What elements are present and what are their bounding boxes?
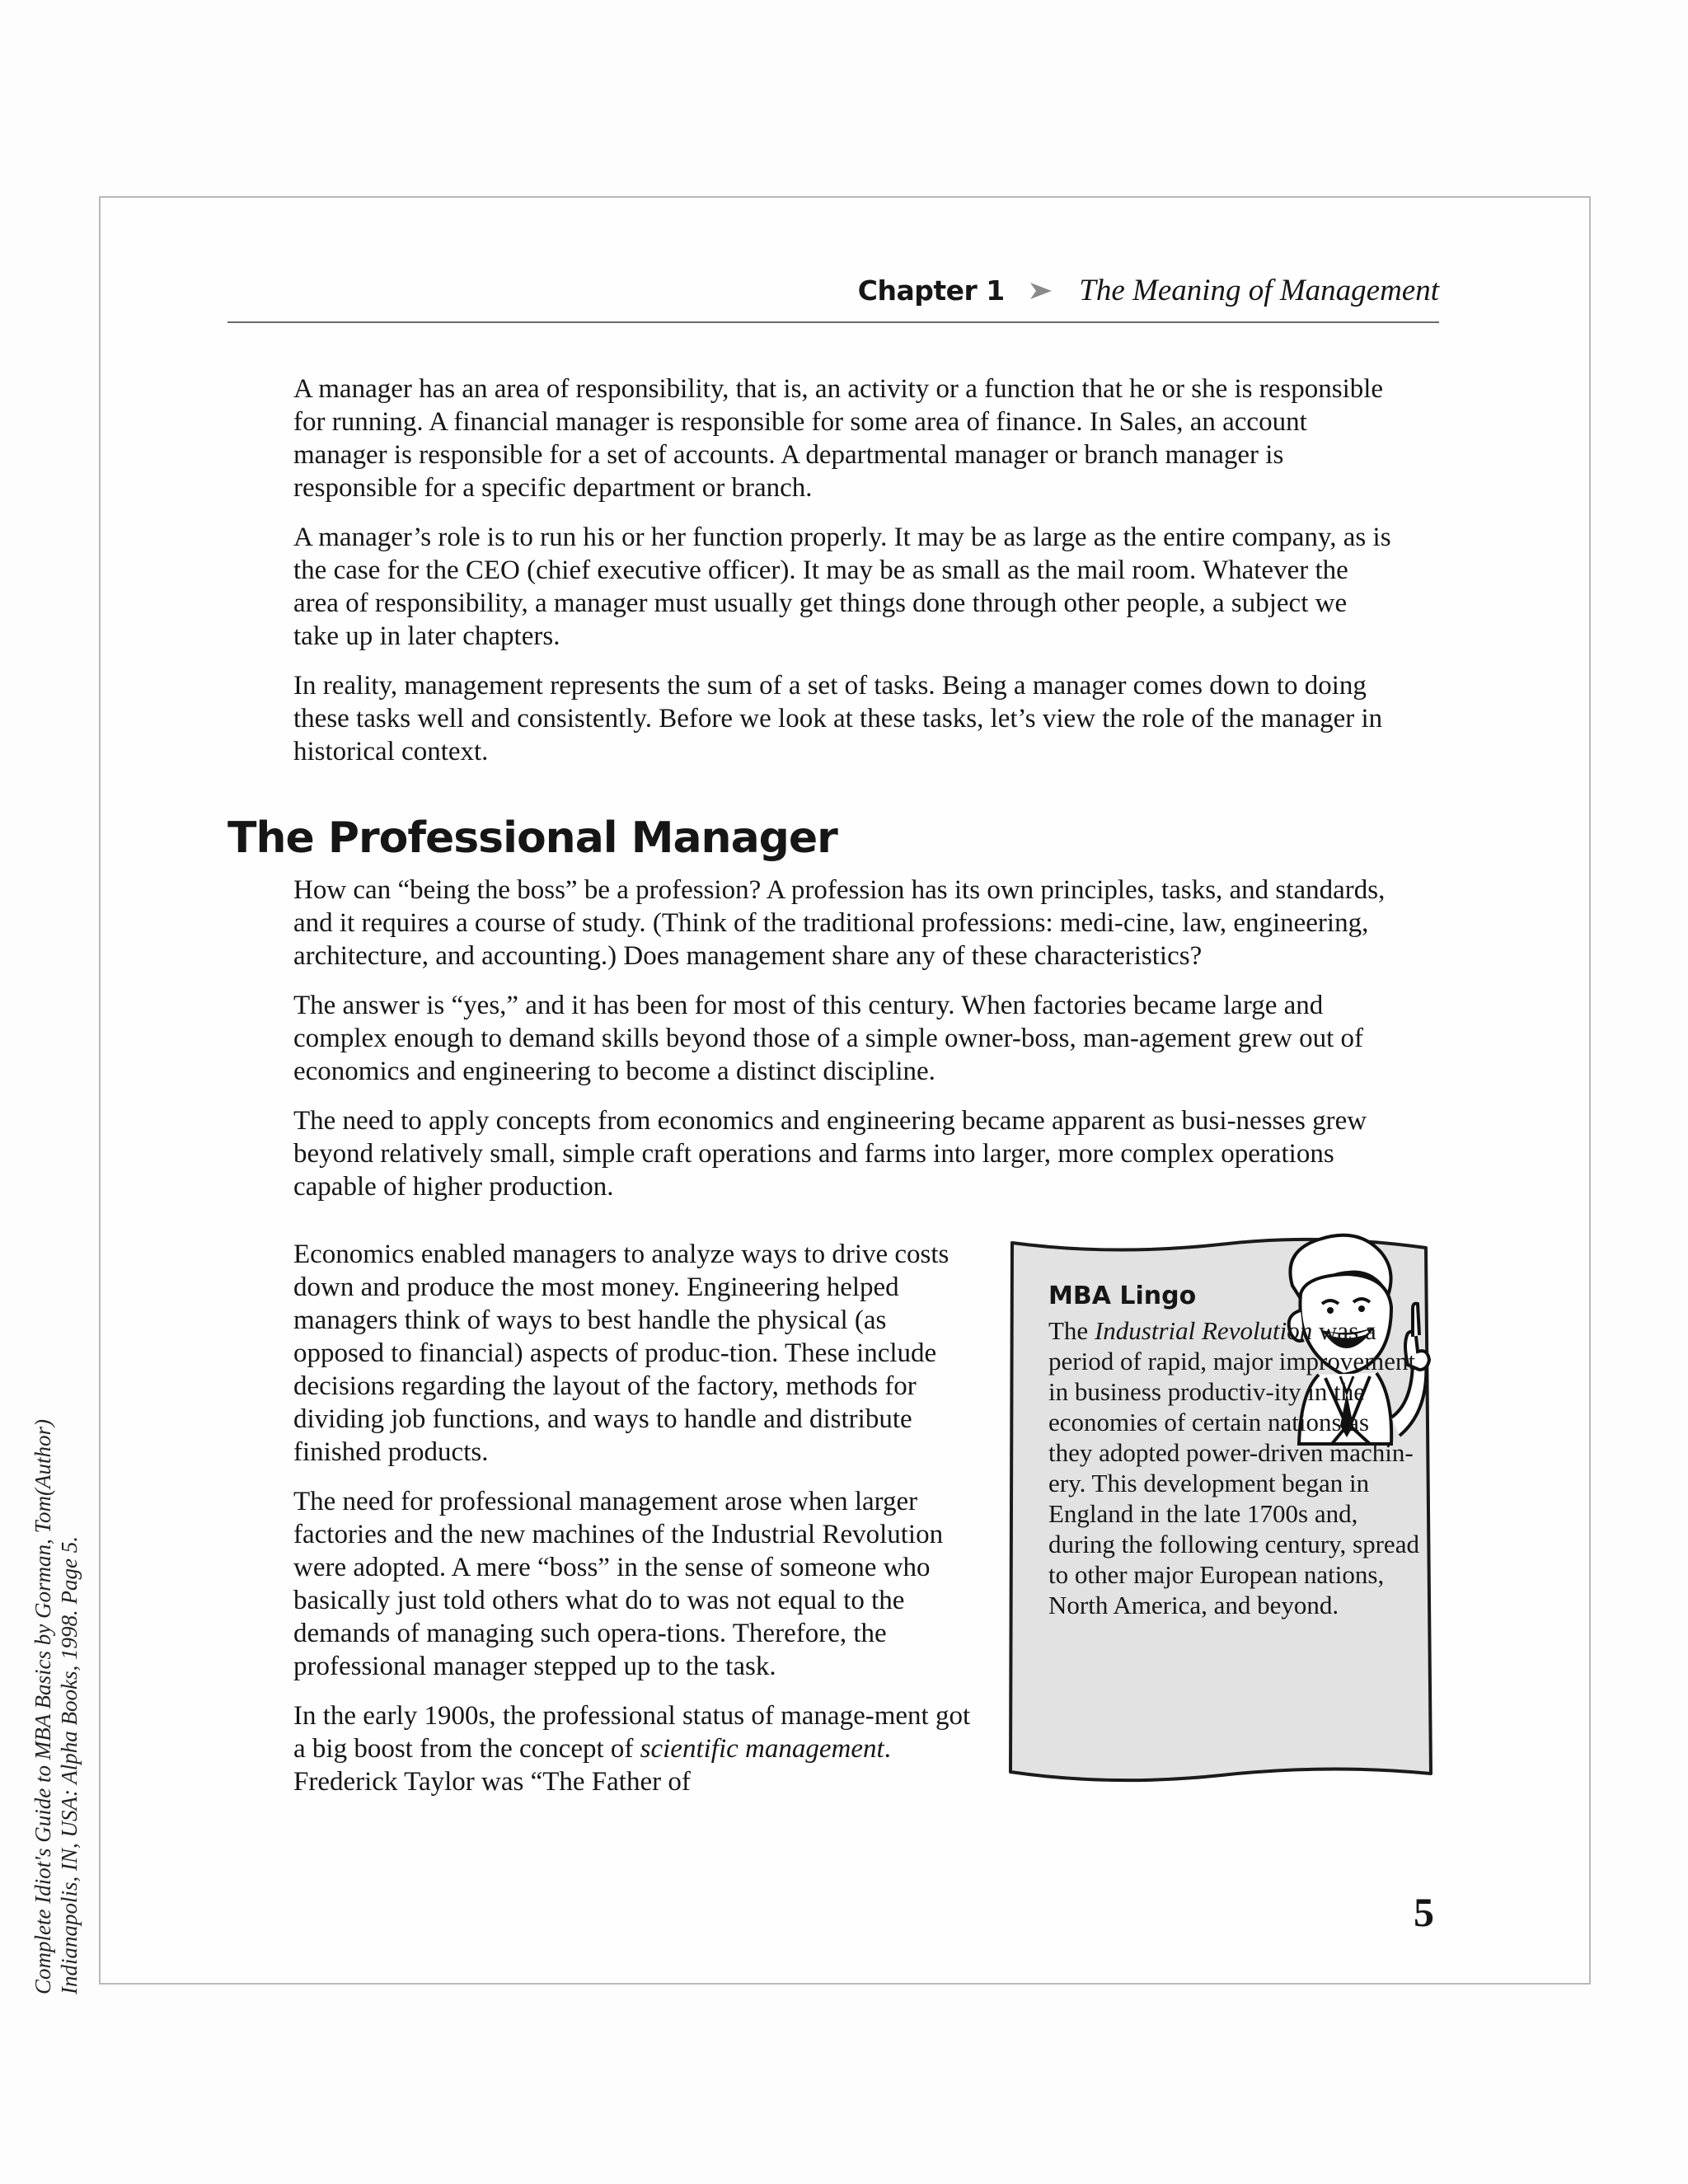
sidebar-title: MBA Lingo	[1048, 1282, 1197, 1310]
section-paragraph: The need to apply concepts from economics and engineering became apparent as busi-nesses grew beyond relatively small, simple craft operations and farms into larger, more complex operations capable of higher production.	[293, 1106, 1367, 1202]
body-paragraph: The need for professional management arose when larger factories and the new machines of the Industrial Revolution were adopted. A mere “boss” in the sense of someone who basically just told others what do to was not equal to the demands of managing such opera-tions. Therefore, the professional manager stepped up to the task.	[293, 1487, 944, 1681]
sidebar-definition	[1048, 1315, 1419, 1620]
chapter-title: The Meaning of Management	[1079, 274, 1439, 307]
citation-line: Complete Idiot's Guide to MBA Basics by Gorman, Tom(Author)	[30, 1419, 55, 1994]
sidebar-term: Industrial Revolution	[1094, 1316, 1313, 1345]
sidebar-content	[1048, 1279, 1419, 1620]
paragraph-text: In the early 1900s, the professional status of manage-ment got a big boost from the concept of	[293, 1701, 971, 1764]
running-head	[227, 265, 1439, 323]
intro-paragraph: In reality, management represents the sum of a set of tasks. Being a manager comes down to doing these tasks well and consistently. Before we look at these tasks, let’s view the role of the manager in historical context.	[293, 671, 1383, 766]
section-heading: The Professional Manager	[227, 813, 837, 863]
sidebar-body: was a period of rapid, major improvement in business productiv-ity in the economies of certain nations as they adopted power-driven machin-ery. This development began in England in the late 1700s and, during the following century, spread to other major European nations, North America, and beyond.	[1048, 1316, 1419, 1619]
citation-line: Indianapolis, IN, USA: Alpha Books, 1998. Page 5.	[57, 1536, 82, 1994]
mba-lingo-sidebar	[1006, 1228, 1434, 1788]
intro-paragraph: A manager has an area of responsibility, that is, an activity or a function that he or she is responsible for running. A financial manager is responsible for some area of finance. In Sales, an account manager is responsible for a set of accounts. A departmental manager or branch manager is responsible for a specific department or branch.	[293, 374, 1384, 503]
section-paragraph: How can “being the boss” be a profession? A profession has its own principles, tasks, and standards, and it requires a course of study. (Think of the traditional professions: medi-cine, law, engineering, architecture, and accounting.) Does management share any of these characteristics?	[293, 875, 1386, 971]
body-paragraph: Economics enabled managers to analyze ways to drive costs down and produce the most money. Engineering helped managers think of ways to best handle the physical (as opposed to financial) aspects of produc-tion. These include decisions regarding the layout of the factory, methods for dividing job functions, and ways to handle and distribute finished products.	[293, 1240, 950, 1467]
section-paragraph: The answer is “yes,” and it has been for most of this century. When factories became large and complex enough to demand skills beyond those of a simple owner-boss, man-agement grew out of economics and engineering to become a distinct discipline.	[293, 991, 1363, 1086]
chapter-label: Chapter 1	[857, 274, 1005, 307]
page-number: 5	[1414, 1889, 1434, 1935]
intro-paragraph: A manager’s role is to run his or her function properly. It may be as large as the entire company, as is the case for the CEO (chief executive officer). It may be as small as the mail room. Whatever the area of responsibility, a manager must usually get things done through other people, a subject we take up in later chapters.	[293, 523, 1391, 651]
source-citation	[30, 1368, 96, 1994]
paragraph-text: . Frederick Taylor was “The Father of	[293, 1734, 891, 1797]
chevron-right-icon	[1029, 281, 1053, 301]
narrow-column	[293, 1238, 978, 1815]
section-block	[293, 874, 1398, 1203]
sidebar-lead: The	[1048, 1316, 1095, 1345]
intro-block	[293, 373, 1398, 785]
emphasis-term: scientific management	[640, 1734, 884, 1764]
body-paragraph	[293, 1699, 978, 1798]
